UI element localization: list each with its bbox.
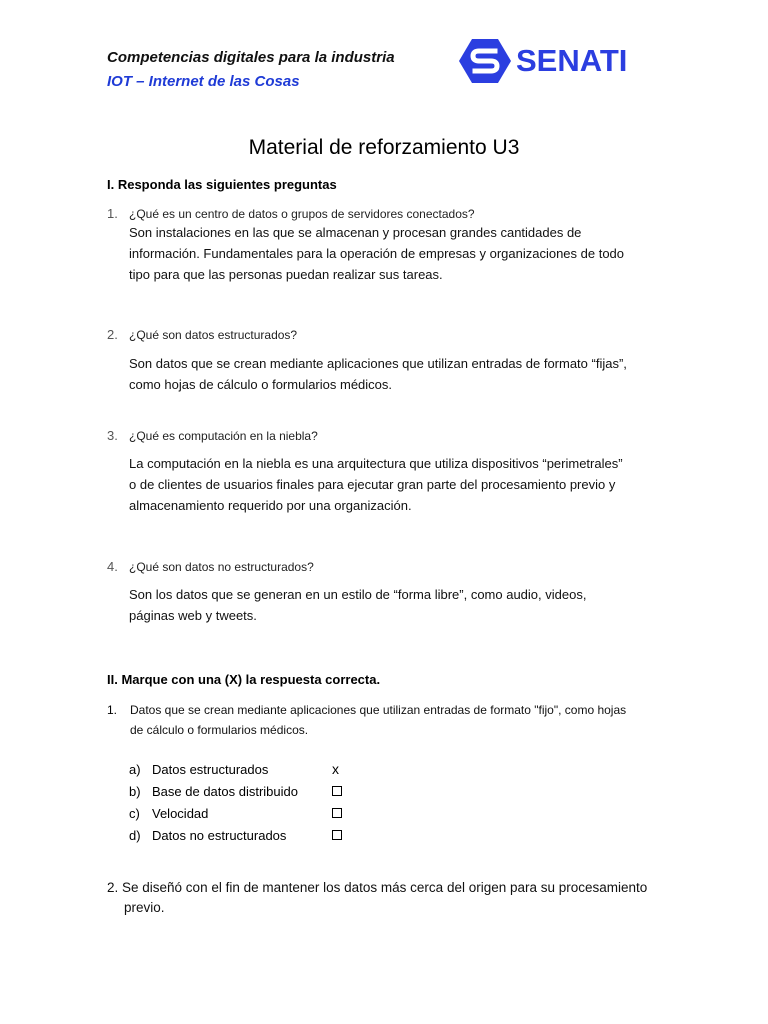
section1-heading: I. Responda las siguientes preguntas: [107, 177, 337, 192]
option-label: Velocidad: [152, 805, 209, 821]
answer-line: tipo para que las personas puedan realizar sus tareas.: [129, 267, 443, 282]
question-text: ¿Qué son datos no estructurados?: [129, 560, 314, 574]
question-4: [107, 559, 667, 626]
answer-line: Son los datos que se generan en un estilo de “forma libre”, como audio, videos,: [129, 587, 587, 602]
checkbox-icon[interactable]: [332, 808, 342, 818]
senati-emblem-icon: [458, 37, 512, 85]
option-letter: c): [129, 805, 140, 821]
logo-text: SENATI: [516, 43, 628, 78]
course-title: Competencias digitales para la industria: [107, 49, 395, 66]
answer-line: Son datos que se crean mediante aplicaciones que utilizan entradas de formato “fijas”,: [129, 356, 627, 371]
answer-options: [129, 758, 389, 846]
question-number: 3.: [107, 428, 118, 443]
answer-line: información. Fundamentales para la operación de empresas y organizaciones de todo: [129, 246, 625, 261]
page-title: Material de reforzamiento U3: [248, 136, 520, 159]
answer-line: páginas web y tweets.: [129, 608, 257, 623]
question-line: previo.: [124, 900, 165, 915]
question-number: 2.: [107, 327, 118, 342]
option-label: Datos no estructurados: [152, 827, 287, 843]
section2-heading: II. Marque con una (X) la respuesta correcta.: [107, 672, 381, 687]
course-subtitle: IOT – Internet de las Cosas: [107, 73, 300, 90]
question-number: 1.: [107, 703, 118, 717]
question-2: [107, 327, 667, 395]
question-text: ¿Qué es computación en la niebla?: [129, 429, 318, 443]
option-letter: a): [129, 761, 141, 777]
question-text: ¿Qué son datos estructurados?: [129, 328, 298, 342]
answer-text: [129, 584, 667, 626]
question-line: de cálculo o formularios médicos.: [130, 723, 309, 737]
question-1: [107, 206, 667, 285]
checkbox-icon[interactable]: [332, 830, 342, 840]
question-line: 2. Se diseñó con el fin de mantener los datos más cerca del origen para su procesamiento: [107, 880, 648, 895]
option-a[interactable]: [129, 758, 389, 780]
question-text: [130, 700, 626, 740]
option-b[interactable]: [129, 780, 389, 802]
question-text: ¿Qué es un centro de datos o grupos de servidores conectados?: [129, 207, 475, 221]
answer-line: como hojas de cálculo o formularios médicos.: [129, 377, 393, 392]
checkbox-icon[interactable]: [332, 786, 342, 796]
selected-x-mark: x: [332, 761, 339, 777]
question-number: 4.: [107, 559, 118, 574]
option-label: Base de datos distribuido: [152, 783, 298, 799]
question-number: 1.: [107, 206, 118, 221]
answer-line: o de clientes de usuarios finales para ejecutar gran parte del procesamiento previo y: [129, 477, 616, 492]
answer-text: [129, 453, 667, 516]
answer-text: [129, 353, 667, 395]
mc-question-2: [107, 878, 667, 918]
answer-line: almacenamiento requerido por una organización.: [129, 498, 412, 513]
answer-line: Son instalaciones en las que se almacenan y procesan grandes cantidades de: [129, 225, 582, 240]
answer-line: La computación en la niebla es una arquitectura que utiliza dispositivos “perimetrales”: [129, 456, 623, 471]
question-3: [107, 428, 667, 516]
option-letter: b): [129, 783, 141, 799]
option-letter: d): [129, 827, 141, 843]
mc-question-1: [107, 700, 667, 740]
option-d[interactable]: [129, 824, 389, 846]
option-label: Datos estructurados: [152, 761, 269, 777]
option-c[interactable]: [129, 802, 389, 824]
answer-text: [129, 222, 667, 285]
question-line: Datos que se crean mediante aplicaciones que utilizan entradas de formato "fijo", como hojas: [130, 703, 627, 717]
senati-logo: [458, 36, 648, 86]
